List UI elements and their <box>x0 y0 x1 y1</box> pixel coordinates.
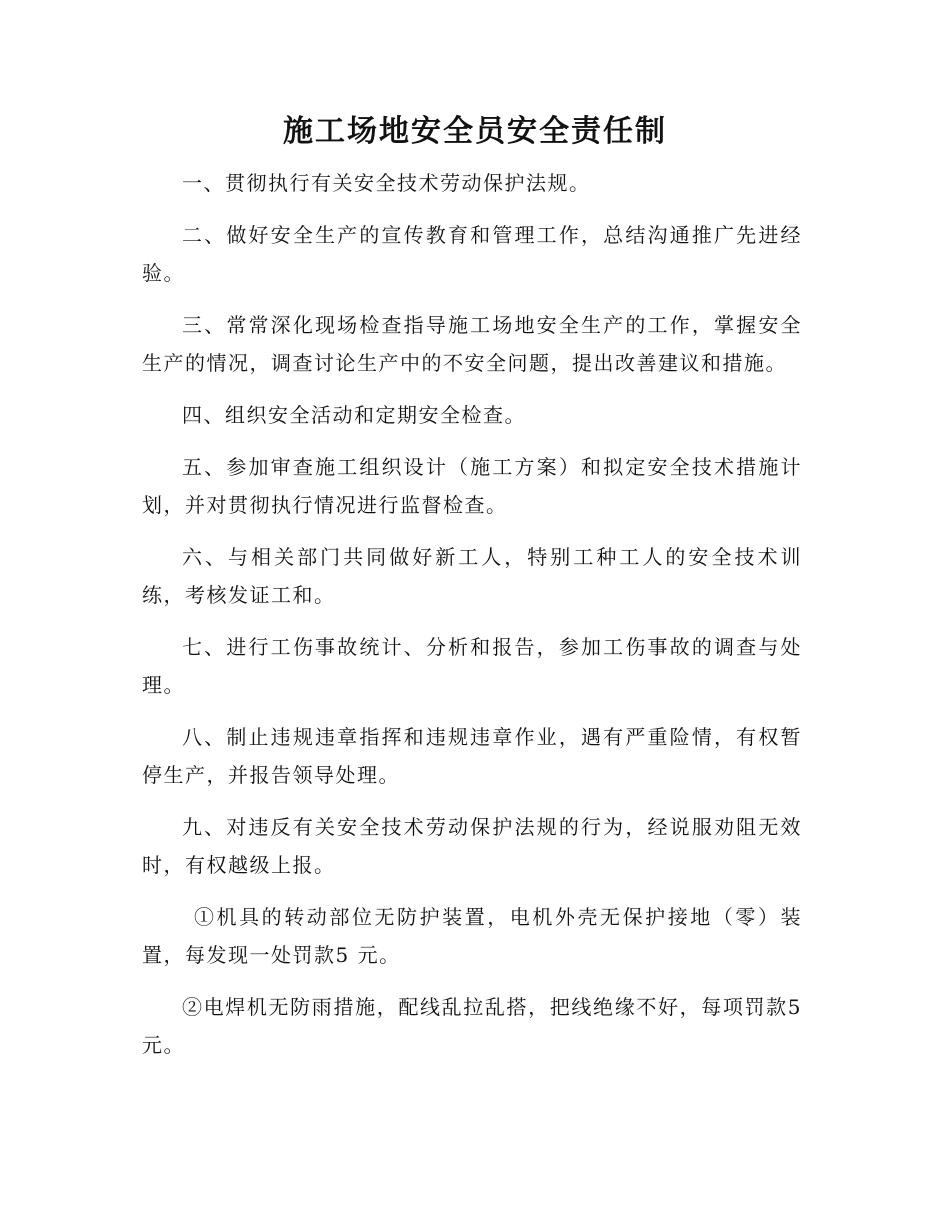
paragraph-4: 四、组织安全活动和定期安全检查。 <box>182 403 526 427</box>
paragraph-8: 八、制止违规违章指挥和违规违章作业，遇有严重险情，有权暂停生产，并报告领导处理。 <box>142 725 802 787</box>
document-title: 施工场地安全员安全责任制 <box>283 114 667 149</box>
paragraph-6: 六、与相关部门共同做好新工人，特别工种工人的安全技术训练，考核发证工和。 <box>142 545 802 607</box>
document-body <box>142 164 802 1078</box>
paragraph-7: 七、进行工伤事故统计、分析和报告，参加工伤事故的调查与处理。 <box>142 635 802 697</box>
paragraph-1: 一、贯彻执行有关安全技术劳动保护法规。 <box>182 171 591 195</box>
paragraph-11: ②电焊机无防雨措施，配线乱拉乱搭，把线绝缘不好，每项罚款5 元。 <box>142 995 802 1057</box>
paragraph-9: 九、对违反有关安全技术劳动保护法规的行为，经说服劝阻无效时，有权越级上报。 <box>142 815 802 877</box>
paragraph-5: 五、参加审查施工组织设计（施工方案）和拟定安全技术措施计划，并对贯彻执行情况进行监督检查。 <box>142 455 802 517</box>
paragraph-2: 二、做好安全生产的宣传教育和管理工作，总结沟通推广先进经验。 <box>142 223 802 285</box>
paragraph-3: 三、常常深化现场检查指导施工场地安全生产的工作，掌握安全生产的情况，调查讨论生产中的不安全问题，提出改善建议和措施。 <box>142 313 802 375</box>
paragraph-10: ①机具的转动部位无防护装置，电机外壳无保护接地（零）装置，每发现一处罚款5 元。 <box>142 905 802 967</box>
